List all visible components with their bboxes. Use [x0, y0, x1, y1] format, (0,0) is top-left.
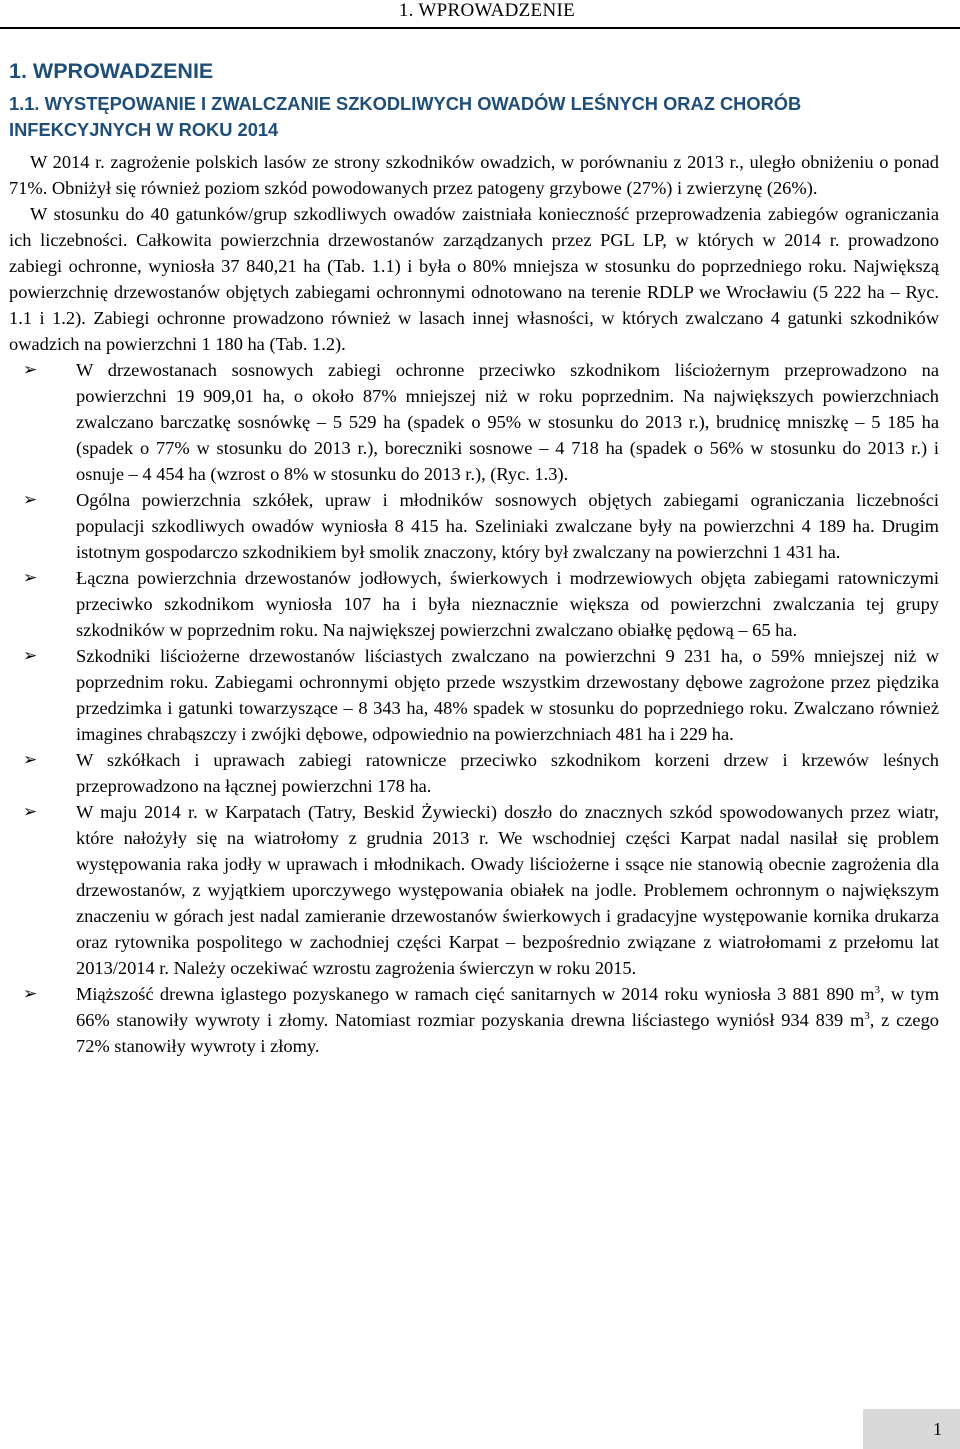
superscript: 3 [874, 983, 881, 996]
list-item-text: W szkółkach i uprawach zabiegi ratownicze przeciwko szkodnikom korzeni drzew i krzewów leśnych przeprowadzono na łącznej powierzchni 178 ha. [76, 750, 939, 796]
list-item [23, 747, 939, 799]
page-number: 1 [863, 1409, 960, 1449]
list-item-text-part: , w tym 66% stanowiły wywroty i złomy. Natomiast rozmiar pozyskania drewna liściastego wyniósł 934 839 m [76, 984, 940, 1030]
list-item [23, 357, 939, 487]
list-item [23, 487, 939, 565]
arrow-bullet-icon: ➢ [23, 360, 38, 380]
document-body [9, 52, 939, 1059]
list-item-text: Szkodniki liściożerne drzewostanów liściastych zwalczano na powierzchni 9 231 ha, o 59% mniejszej niż w poprzednim roku. Zabiegami ochronnymi objęto przede wszystkim drzewostany dębowe zagrożone przez piędzika przedzimka i gatunki towarzyszące – 8 343 ha, 48% spadek w stosunku do poprzedniego roku. Zwalczano również imagines chrabąszczy i zwójki dębowe, odpowiednio na powierzchniach 481 ha i 229 ha. [76, 646, 939, 744]
paragraph-2: W stosunku do 40 gatunków/grup szkodliwych owadów zaistniała konieczność przeprowadzenia zabiegów ograniczania ich liczebności. Całkowita powierzchnia drzewostanów zarządzanych przez PGL LP, w których w 2014 r. prowadzono zabiegi ochronne, wyniosła 37 840,21 ha (Tab. 1.1) i była o 80% mniejsza w stosunku do poprzedniego roku. Największą powierzchnię drzewostanów objętych zabiegami ochronnymi odnotowano na terenie RDLP we Wrocławiu (5 222 ha – Ryc. 1.1 i 1.2). Zabiegi ochronne prowadzono również w lasach innej własności, w których zwalczano 4 gatunki szkodników owadzich na powierzchni 1 180 ha (Tab. 1.2). [9, 204, 939, 354]
list-item [23, 799, 939, 981]
list-item-text: Łączna powierzchnia drzewostanów jodłowych, świerkowych i modrzewiowych objęta zabiegami ratowniczymi przeciwko szkodnikom wyniosła 107 ha i była nieznacznie większa od powierzchni zwalczania tej grupy szkodników w poprzednim roku. Na największej powierzchni zwalczano obiałkę pędową – 65 ha. [76, 568, 939, 640]
list-item [23, 565, 939, 643]
list-item-text: Ogólna powierzchnia szkółek, upraw i młodników sosnowych objętych zabiegami ograniczania liczebności populacji szkodliwych owadów wyniosła 8 415 ha. Szeliniaki zwalczane były na powierzchni 4 189 ha. Drugim istotnym gospodarczo szkodnikiem był smolik znaczony, który był zwalczany na powierzchni 1 431 ha. [76, 490, 939, 562]
arrow-bullet-icon: ➢ [23, 490, 38, 510]
superscript: 3 [864, 1009, 870, 1022]
list-item [23, 981, 940, 1059]
arrow-bullet-icon: ➢ [23, 568, 38, 588]
arrow-bullet-icon: ➢ [23, 802, 38, 822]
header-divider [0, 27, 960, 29]
arrow-bullet-icon: ➢ [23, 750, 38, 770]
section-title: 1.1. WYSTĘPOWANIE I ZWALCZANIE SZKODLIWYCH OWADÓW LEŚNYCH ORAZ CHORÓB INFEKCYJNYCH W ROKU 2014 [9, 93, 802, 140]
arrow-bullet-icon: ➢ [23, 646, 38, 666]
list-item-text: W maju 2014 r. w Karpatach (Tatry, Beskid Żywiecki) doszło do znacznych szkód spowodowanych przez wiatr, które nałożyły się na wiatrołomy z grudnia 2013 r. We wschodniej części Karpat nadal nasilał się problem występowania raka jodły w uprawach i młodnikach. Owady liściożerne i ssące nie stanowią obecnie zagrożenia dla drzewostanów, z wyjątkiem uporczywego występowania obiałek na jodle. Problemem ochronnym o największym znaczeniu w górach jest nadal zamieranie drzewostanów świerkowych i gradacyjne występowanie kornika drukarza oraz rytownika pospolitego w zachodniej części Karpat – bezpośrednio związane z wiatrołomami z przełomu lat 2013/2014 r. Należy oczekiwać wzrostu zagrożenia świerczyn w roku 2015. [76, 802, 939, 978]
list-item-text: W drzewostanach sosnowych zabiegi ochronne przeciwko szkodnikom liściożernym przeprowadzono na powierzchni 19 909,01 ha, o około 87% mniejszej niż w roku poprzednim. Na największych powierzchniach zwalczano barczatkę sosnówkę – 5 529 ha (spadek o 95% w stosunku do 2013 r.), brudnicę mniszkę – 5 185 ha (spadek o 77% w stosunku do 2013 r.), boreczniki sosnowe – 4 718 ha (spadek o 56% w stosunku do 2013 r.) i osnuje – 4 454 ha (wzrost o 8% w stosunku do 2013 r.), (Ryc. 1.3). [76, 360, 939, 484]
chapter-title: 1. WPROWADZENIE [9, 59, 214, 83]
running-header: 1. WPROWADZENIE [398, 0, 575, 21]
list-item-text-part: , z czego 72% stanowiły wywroty i złomy. [76, 1010, 939, 1056]
arrow-bullet-icon: ➢ [23, 984, 38, 1004]
paragraph-1: W 2014 r. zagrożenie polskich lasów ze strony szkodników owadzich, w porównaniu z 2013 r., uległo obniżeniu o ponad 71%. Obniżył się również poziom szkód powodowanych przez patogeny grzybowe (27%) i zwierzynę (26%). [9, 152, 939, 198]
list-item-text-part: Miąższość drewna iglastego pozyskanego w ramach cięć sanitarnych w 2014 roku wyniosła 3 881 890 m [76, 984, 875, 1004]
list-item [23, 643, 939, 747]
bullet-list [9, 357, 939, 1059]
